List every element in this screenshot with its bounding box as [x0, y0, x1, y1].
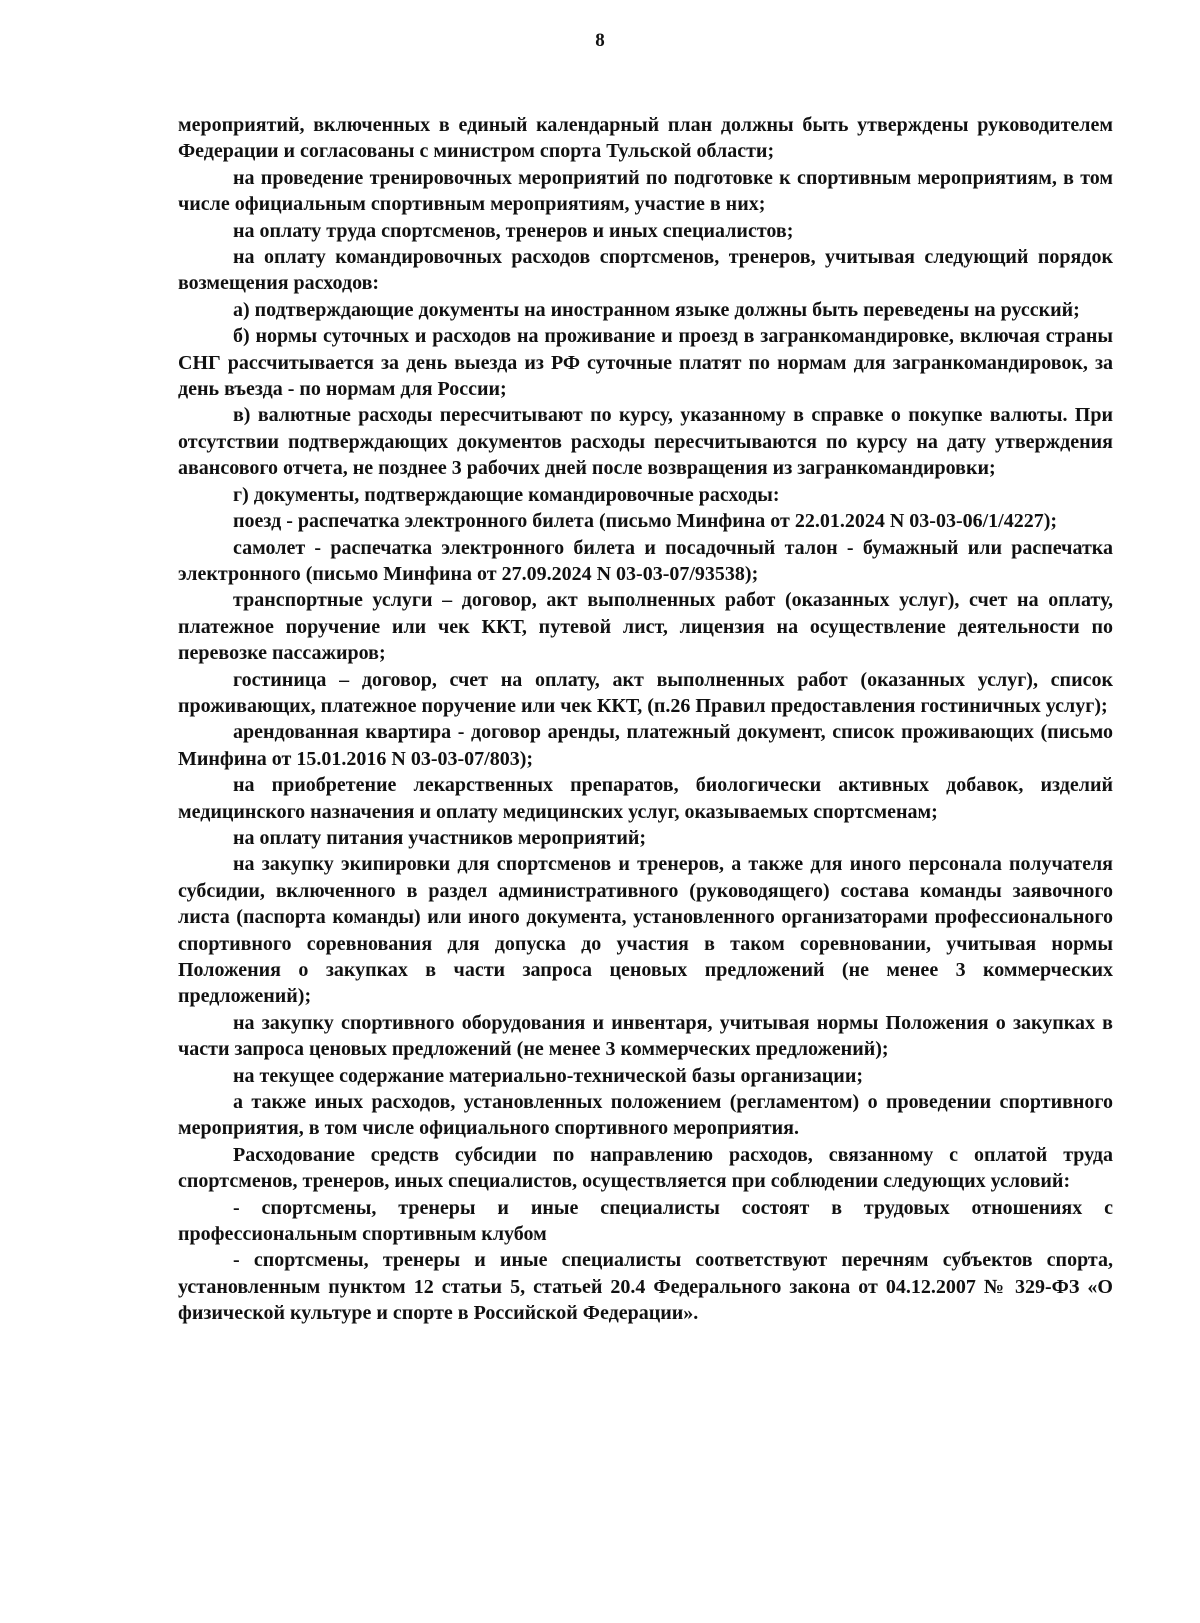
paragraph: г) документы, подтверждающие командировочные расходы:	[233, 483, 780, 506]
paragraph: - спортсмены, тренеры и иные специалисты соответствуют перечням субъектов спорта, установленным пунктом 12 статьи 5, статьей 20.4 Федерального закона от 04.12.2007 № 329-ФЗ «О физической культуре и спорте в Российской Федерации».	[178, 1249, 1113, 1325]
paragraph: на оплату командировочных расходов спортсменов, тренеров, учитывая следующий порядок возмещения расходов:	[178, 246, 1113, 295]
page-number: 8	[595, 30, 605, 51]
paragraph: на приобретение лекарственных препаратов, биологически активных добавок, изделий медицинского назначения и оплату медицинских услуг, оказываемых спортсменам;	[178, 774, 1113, 823]
paragraph: в) валютные расходы пересчитывают по курсу, указанному в справке о покупке валюты. При отсутствии подтверждающих документов расходы пересчитываются по курсу на дату утверждения авансового отчета, не позднее 3 рабочих дней после возвращения из загранкомандировки;	[178, 404, 1113, 480]
paragraph: на текущее содержание материально-технической базы организации;	[233, 1064, 863, 1087]
paragraph: самолет - распечатка электронного билета и посадочный талон - бумажный или распечатка электронного (письмо Минфина от 27.09.2024 N 03-03-07/93538);	[178, 536, 1113, 585]
paragraph: на проведение тренировочных мероприятий по подготовке к спортивным мероприятиям, в том числе официальным спортивным мероприятиям, участие в них;	[178, 166, 1113, 216]
paragraph: Расходование средств субсидии по направлению расходов, связанному с оплатой труда спортсменов, тренеров, иных специалистов, осуществляется при соблюдении следующих условий:	[178, 1143, 1113, 1193]
paragraph: арендованная квартира - договор аренды, платежный документ, список проживающих (письмо Минфина от 15.01.2016 N 03-03-07/803);	[178, 721, 1113, 770]
paragraph: на оплату труда спортсменов, тренеров и иных специалистов;	[233, 219, 794, 242]
document-body	[178, 112, 1113, 1327]
paragraph: б) нормы суточных и расходов на проживание и проезд в загранкомандировке, включая страны СНГ рассчитывается за день выезда из РФ суточные платят по нормам для загранкомандировок, за день въезда - по нормам для России;	[178, 325, 1113, 401]
paragraph: а также иных расходов, установленных положением (регламентом) о проведении спортивного мероприятия, в том числе официального спортивного мероприятия.	[178, 1091, 1113, 1140]
paragraph: - спортсмены, тренеры и иные специалисты состоят в трудовых отношениях с профессиональным спортивным клубом	[178, 1196, 1113, 1246]
paragraph: на закупку спортивного оборудования и инвентаря, учитывая нормы Положения о закупках в части запроса ценовых предложений (не менее 3 коммерческих предложений);	[178, 1011, 1113, 1061]
paragraph: а) подтверждающие документы на иностранном языке должны быть переведены на русский;	[233, 298, 1080, 321]
paragraph: гостиница – договор, счет на оплату, акт выполненных работ (оказанных услуг), список проживающих, платежное поручение или чек ККТ, (п.26 Правил предоставления гостиничных услуг);	[178, 668, 1113, 717]
paragraph: на оплату питания участников мероприятий;	[233, 826, 647, 849]
paragraph: транспортные услуги – договор, акт выполненных работ (оказанных услуг), счет на оплату, платежное поручение или чек ККТ, путевой лист, лицензия на осуществление деятельности по перевозке пассажиров;	[178, 589, 1113, 665]
paragraph: поезд - распечатка электронного билета (письмо Минфина от 22.01.2024 N 03-03-06/1/4227);	[233, 510, 1058, 533]
paragraph: на закупку экипировки для спортсменов и тренеров, а также для иного персонала получателя субсидии, включенного в раздел административного (руководящего) состава команды заявочного листа (паспорта команды) или иного документа, установленного организаторами профессионального спортивного соревнования для допуска до участия в таком соревновании, учитывая нормы Положения о закупках в части запроса ценовых предложений (не менее 3 коммерческих предложений);	[178, 853, 1113, 1008]
paragraph: мероприятий, включенных в единый календарный план должны быть утверждены руководителем Федерации и согласованы с министром спорта Тульской области;	[178, 114, 1113, 163]
